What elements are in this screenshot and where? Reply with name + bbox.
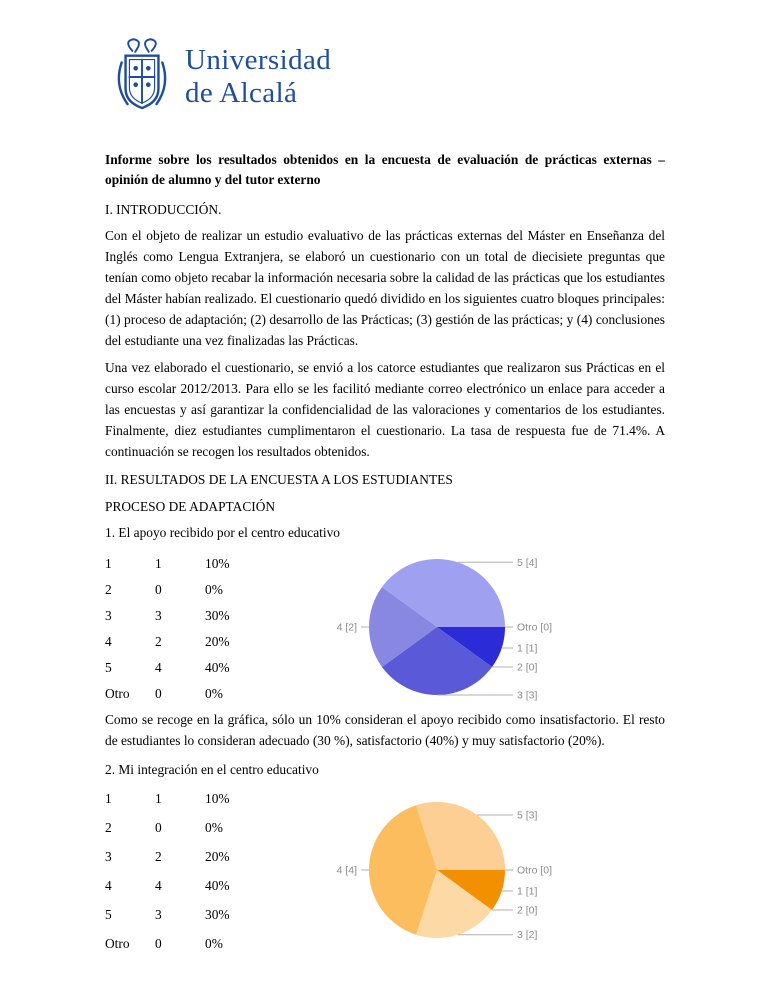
results-heading: II. RESULTADOS DE LA ENCUESTA A LOS ESTUDIANTES xyxy=(105,472,453,487)
answer-count: 2 xyxy=(155,849,162,864)
answer-percent: 20% xyxy=(205,849,230,864)
answer-row xyxy=(105,605,325,631)
answer-percent: 20% xyxy=(205,634,230,649)
answer-count: 0 xyxy=(155,686,162,701)
university-name xyxy=(185,44,331,110)
pie-label-3: 3 [2] xyxy=(517,929,538,942)
answer-percent: 0% xyxy=(205,686,223,701)
answer-row xyxy=(105,579,325,605)
answer-percent: 30% xyxy=(205,907,230,922)
question-2-title: 2. Mi integración en el centro educativo xyxy=(105,762,319,777)
answer-percent: 0% xyxy=(205,820,223,835)
answer-row xyxy=(105,933,325,962)
answer-percent: 10% xyxy=(205,791,230,806)
university-logo xyxy=(112,36,331,118)
answer-percent: 0% xyxy=(205,936,223,951)
answer-count: 0 xyxy=(155,820,162,835)
answer-percent: 10% xyxy=(205,556,230,571)
question-1-title: 1. El apoyo recibido por el centro educativo xyxy=(105,525,340,540)
answer-row xyxy=(105,631,325,657)
question-1-pie-chart xyxy=(325,551,565,701)
answer-label: 2 xyxy=(105,820,112,835)
answer-row xyxy=(105,657,325,683)
pie-label-5: 5 [4] xyxy=(517,556,538,569)
answer-row xyxy=(105,875,325,904)
answer-label: 3 xyxy=(105,608,112,623)
pie-label-4: 4 [4] xyxy=(336,864,357,877)
answer-label: 4 xyxy=(105,634,112,649)
answer-label: 3 xyxy=(105,849,112,864)
answer-count: 3 xyxy=(155,608,162,623)
document-content xyxy=(105,150,665,962)
answer-count: 2 xyxy=(155,634,162,649)
answer-label: Otro xyxy=(105,686,130,701)
answer-label: Otro xyxy=(105,936,130,951)
answer-label: 2 xyxy=(105,582,112,597)
question-1-caption: Como se recoge en la gráfica, sólo un 10% consideran el apoyo recibido como insatisfactorio. El resto de estudiantes lo consideran adecuado (30 %), satisfactorio (40%) y muy satisfactorio (20%). xyxy=(105,712,665,748)
pie-label-2: 2 [0] xyxy=(517,904,538,917)
answer-percent: 0% xyxy=(205,582,223,597)
answer-count: 4 xyxy=(155,878,162,893)
pie-label-Otro: Otro [0] xyxy=(517,621,553,634)
answer-row xyxy=(105,683,325,709)
answer-percent: 40% xyxy=(205,660,230,675)
answer-row xyxy=(105,904,325,933)
question-2-pie-chart xyxy=(325,794,565,944)
answer-label: 5 xyxy=(105,660,112,675)
university-name-line2: de Alcalá xyxy=(185,77,298,109)
answer-label: 1 xyxy=(105,791,112,806)
answer-count: 0 xyxy=(155,936,162,951)
pie-label-Otro: Otro [0] xyxy=(517,864,553,877)
answer-row xyxy=(105,788,325,817)
answer-count: 1 xyxy=(155,791,162,806)
answer-count: 1 xyxy=(155,556,162,571)
pie-label-4: 4 [2] xyxy=(336,621,357,634)
answer-label: 1 xyxy=(105,556,112,571)
university-crest-icon xyxy=(112,36,172,118)
question-2-results xyxy=(105,782,665,962)
answer-count: 3 xyxy=(155,907,162,922)
question-2-frequency-table xyxy=(105,782,325,962)
question-1-results xyxy=(105,545,665,709)
question-1-frequency-table xyxy=(105,545,325,709)
answer-row xyxy=(105,846,325,875)
answer-row xyxy=(105,817,325,846)
answer-percent: 30% xyxy=(205,608,230,623)
answer-label: 4 xyxy=(105,878,112,893)
answer-row xyxy=(105,553,325,579)
answer-label: 5 xyxy=(105,907,112,922)
block-heading: PROCESO DE ADAPTACIÓN xyxy=(105,499,276,514)
intro-heading: I. INTRODUCCIÓN. xyxy=(105,202,222,217)
answer-percent: 40% xyxy=(205,878,230,893)
pie-label-1: 1 [1] xyxy=(517,642,538,655)
answer-count: 4 xyxy=(155,660,162,675)
pie-label-1: 1 [1] xyxy=(517,885,538,898)
pie-label-5: 5 [3] xyxy=(517,809,538,822)
pie-label-2: 2 [0] xyxy=(517,661,538,674)
answer-count: 0 xyxy=(155,582,162,597)
intro-paragraph-2: Una vez elaborado el cuestionario, se envió a los catorce estudiantes que realizaron sus Prácticas en el curso escolar 2012/2013. Para ello se les facilitó mediante correo electrónico un enlace para acceder a las encuestas y así garantizar la confidencialidad de las valoraciones y comentarios de los estudiantes. Finalmente, diez estudiantes cumplimentaron el cuestionario. La tasa de respuesta fue de 71.4%. A continuación se recogen los resultados obtenidos. xyxy=(105,360,665,459)
intro-paragraph-1: Con el objeto de realizar un estudio evaluativo de las prácticas externas del Máster en Enseñanza del Inglés como Lengua Extranjera, se elaboró un cuestionario con un total de diecisiete preguntas que tenían como objeto recabar la información necesaria sobre la calidad de las prácticas que los estudiantes del Máster habían realizado. El cuestionario quedó dividido en los siguientes cuatro bloques principales: (1) proceso de adaptación; (2) desarrollo de las Prácticas; (3) gestión de las prácticas; y (4) conclusiones del estudiante una vez finalizadas las Prácticas. xyxy=(105,228,665,348)
report-title: Informe sobre los resultados obtenidos en la encuesta de evaluación de prácticas externas – opinión de alumno y del tutor externo xyxy=(105,152,665,187)
university-name-line1: Universidad xyxy=(185,44,332,76)
pie-label-3: 3 [3] xyxy=(517,689,538,701)
